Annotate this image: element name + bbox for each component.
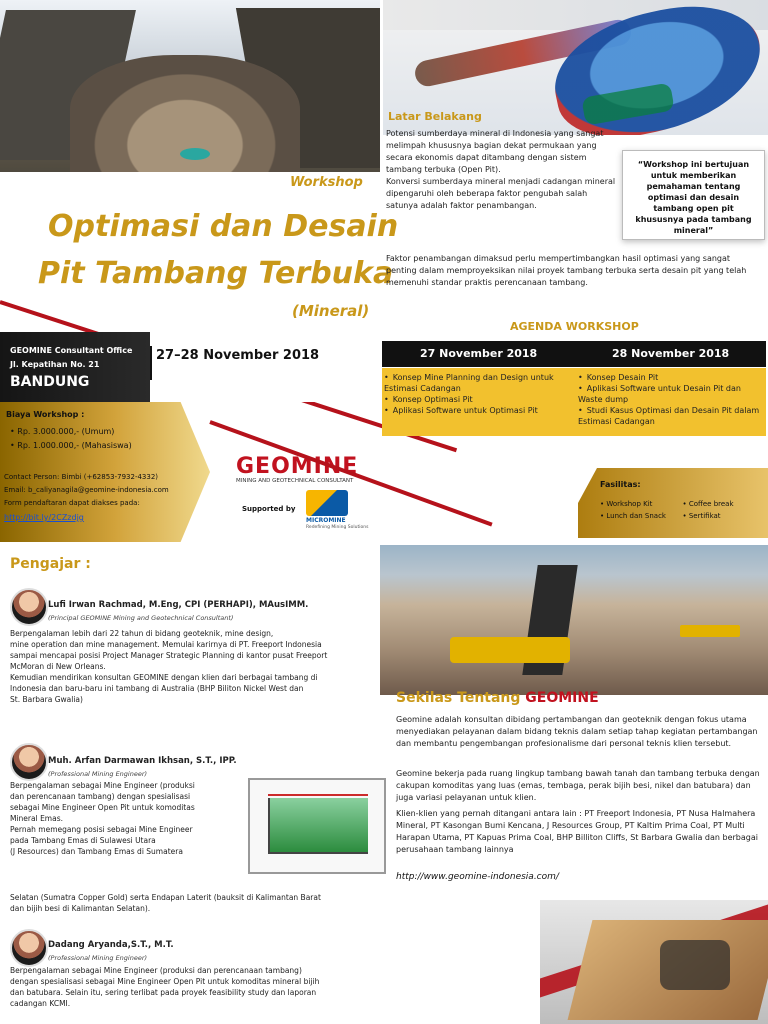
facilities-title: Fasilitas: [600, 480, 641, 489]
latar-paragraph-2: Konversi sumberdaya mineral menjadi cadangan mineral dipengaruhi oleh beberapa faktor pengubah salah satunya adalah faktor penambangan. [386, 177, 616, 210]
fee-item-1: • Rp. 3.000.000,- (Umum) [10, 427, 115, 436]
contact-email: Email: b_caliyanagila@geomine-indonesia.com [4, 486, 169, 494]
agenda-day2-item-2: • Aplikasi Software untuk Desain Pit dan Waste dump [578, 383, 766, 405]
geomine-logo-text: GEOMINE [236, 454, 359, 479]
latar-belakang-text [386, 128, 621, 212]
office-address: Jl. Kepatihan No. 21 [10, 360, 100, 369]
sekilas-title-prefix: Sekilas Tentang [396, 690, 526, 706]
sekilas-title [396, 690, 599, 706]
instructor-2-name: Muh. Arfan Darmawan Ikhsan, S.T., IPP. [48, 756, 237, 766]
agenda-day1-date: 27 November 2018 [420, 347, 538, 360]
instructor-2-bio [10, 780, 250, 857]
instructor-2-bio-line-3: sebagai Mine Engineer Open Pit untuk komoditas [10, 803, 195, 812]
fee-item-1-text: Rp. 3.000.000,- (Umum) [17, 427, 115, 436]
fees-title: Biaya Workshop : [6, 410, 85, 419]
instructor-3-bio-line-2: dengan spesialisasi sebagai Mine Engineer Open Pit untuk komoditas mineral bijih [10, 977, 320, 986]
instructor-1-role: (Principal GEOMINE Mining and Geotechnical Consultant) [48, 614, 234, 622]
instructor-3-bio [10, 965, 380, 1009]
latar-belakang-title: Latar Belakang [388, 110, 482, 123]
facility-item-1-text: Workshop Kit [606, 500, 653, 508]
instructor-2-bio-line-8: Selatan (Sumatra Copper Gold) serta Endapan Laterit (bauksit di Kalimantan Barat [10, 893, 321, 902]
instructor-2-bio-line-4: Mineral Emas. [10, 814, 64, 823]
micromine-logo-icon [306, 490, 348, 516]
title-line-2: Pit Tambang Terbuka [38, 256, 394, 291]
pengajar-title: Pengajar : [10, 556, 91, 572]
facility-item-3: • Lunch dan Snack [600, 512, 666, 520]
facility-item-2: • Coffee break [682, 500, 734, 508]
pit-chart-image [248, 778, 386, 874]
office-label: GEOMINE Consultant Office [10, 346, 133, 355]
instructor-1-bio [10, 628, 375, 705]
workshop-quote: “Workshop ini bertujuan untuk memberikan pemahaman tentang optimasi dan desain tambang open pit khususnya pada tambang mineral” [635, 160, 752, 235]
facility-item-2-text: Coffee break [688, 500, 734, 508]
instructor-3-bio-line-4: cadangan KCMI. [10, 999, 71, 1008]
instructor-2-bio-line-7: (J Resources) dan Tambang Emas di Sumatera [10, 847, 183, 856]
contact-form-label: Form pendaftaran dapat diakses pada: [4, 499, 140, 507]
instructor-2-bio-line-5: Pernah memegang posisi sebagai Mine Engineer [10, 825, 193, 834]
avatar-instructor-3 [10, 929, 48, 967]
facility-item-1: • Workshop Kit [600, 500, 653, 508]
instructor-1-bio-line-4: McMoran di New Orleans. [10, 662, 106, 671]
sekilas-p2: Geomine bekerja pada ruang lingkup tambang bawah tanah dan tambang terbuka dengan cakupan komoditas yang luas (emas, tembaga, perak bijih besi, nikel dan batubara) dan juga variasi pelayanan untuk klien. [396, 769, 760, 802]
instructor-3-bio-line-3: dan batubara. Selain itu, sering terlibat pada proyek feasibility study dan laporan [10, 988, 317, 997]
agenda-day1-list [384, 372, 572, 416]
event-dates: 27–28 November 2018 [156, 348, 320, 363]
agenda-title: AGENDA WORKSHOP [510, 320, 639, 333]
instructor-3-role: (Professional Mining Engineer) [48, 954, 148, 962]
drill-site-photo [380, 545, 768, 695]
instructor-2-bio-continued [10, 892, 380, 914]
instructor-1-bio-line-7: St. Barbara Gwalia) [10, 695, 83, 704]
mine-illustration [540, 900, 768, 1024]
instructor-2-bio-line-2: dan perencanaan tambang) dengan spesialisasi [10, 792, 191, 801]
instructor-1-bio-line-6: Indonesia dan baru-baru ini tambang di Australia (BHP Biliton Nickel West dan [10, 684, 304, 693]
instructor-2-bio-line-6: pada Tambang Emas di Sulawesi Utara [10, 836, 156, 845]
agenda-day2-item-1: • Konsep Desain Pit [578, 372, 766, 383]
sekilas-p1: Geomine adalah konsultan dibidang pertambangan dan geoteknik dengan fokus utama menyediakan pelayanan dalam bidang teknis dalam setiap tahap kegiatan pertambangan dan membantu pengembangan profesionalisme dari personal teknis klien tersebut. [396, 715, 758, 748]
registration-link[interactable]: http://bit.ly/2CZzdjg [4, 513, 84, 522]
date-divider [150, 346, 152, 380]
fees-list [10, 425, 132, 453]
workshop-label: Workshop [290, 175, 363, 190]
agenda-day1-item-3: • Aplikasi Software untuk Optimasi Pit [384, 405, 572, 416]
fee-item-2-text: Rp. 1.000.000,- (Mahasiswa) [17, 441, 132, 450]
avatar-instructor-1 [10, 588, 48, 626]
fee-item-2: • Rp. 1.000.000,- (Mahasiswa) [10, 441, 132, 450]
supported-by-label: Supported by [242, 505, 296, 513]
geomine-tagline: MINING AND GEOTECHNICAL CONSULTANT [236, 478, 354, 484]
facility-item-4: • Sertifikat [682, 512, 721, 520]
mine-photo [0, 0, 380, 172]
instructor-1-bio-line-1: Berpengalaman lebih dari 22 tahun di bidang geoteknik, mine design, [10, 629, 274, 638]
facility-item-4-text: Sertifikat [688, 512, 721, 520]
instructor-3-bio-line-1: Berpengalaman sebagai Mine Engineer (produksi dan perencanaan tambang) [10, 966, 302, 975]
instructor-1-bio-line-3: sampai mencapai posisi Project Manager Strategic Planning di kantor pusat Freeport [10, 651, 328, 660]
workshop-quote-box [622, 150, 765, 240]
micromine-tagline: Redefining Mining Solutions [306, 525, 369, 530]
instructor-1-bio-line-2: mine operation dan mine management. Memulai karirnya di PT. Freeport Indonesia [10, 640, 322, 649]
sekilas-p3: Klien-klien yang pernah ditangani antara lain : PT Freeport Indonesia, PT Nusa Halmahera Mineral, PT Kasongan Bumi Kencana, J Resources Group, PT Kaltim Prima Coal, PT Multi Harapan Utama, PT Kapuas Prima Coal, BHP Billiton Cliffs, St Barbara Gwalia dan berbagai perusahaan tambang lainnya [396, 809, 758, 854]
office-city: BANDUNG [10, 374, 90, 390]
micromine-logo-text: MICROMINE [306, 517, 346, 524]
instructor-1-bio-line-5: Kemudian mendirikan konsultan GEOMINE dengan klien dari berbagai tambang di [10, 673, 318, 682]
instructor-2-bio-line-1: Berpengalaman sebagai Mine Engineer (produksi [10, 781, 195, 790]
instructor-1-name: Lufi Irwan Rachmad, M.Eng, CPI (PERHAPI), MAusIMM. [48, 600, 309, 610]
geomine-website[interactable]: http://www.geomine-indonesia.com/ [396, 872, 559, 882]
agenda-day1-item-2: • Konsep Optimasi Pit [384, 394, 572, 405]
title-suffix: (Mineral) [292, 302, 370, 320]
sekilas-title-brand: GEOMINE [525, 690, 599, 706]
date-panel [150, 332, 380, 402]
facilities-list [600, 498, 765, 522]
latar-paragraph-3: Faktor penambangan dimaksud perlu mempertimbangkan hasil optimasi yang sangat penting dalam memproyeksikan nilai proyek tambang terbuka serta desain pit yang telah memenuhi standar praktis perencanaan tambang. [386, 254, 747, 287]
contact-person: Contact Person: Bimbi (+62853-7932-4332) [4, 473, 159, 481]
instructor-3-name: Dadang Aryanda,S.T., M.T. [48, 940, 174, 950]
instructor-2-bio-line-9: dan bijih besi di Kalimantan Selatan). [10, 904, 151, 913]
agenda-day2-date: 28 November 2018 [612, 347, 730, 360]
agenda-day1-item-1: • Konsep Mine Planning dan Design untuk Estimasi Cadangan [384, 372, 572, 394]
title-line-1: Optimasi dan Desain [48, 209, 399, 244]
agenda-day2-list [578, 372, 766, 427]
instructor-2-role: (Professional Mining Engineer) [48, 770, 148, 778]
facility-item-3-text: Lunch dan Snack [606, 512, 666, 520]
avatar-instructor-2 [10, 743, 48, 781]
agenda-day2-item-3: • Studi Kasus Optimasi dan Desain Pit dalam Estimasi Cadangan [578, 405, 766, 427]
latar-paragraph-1: Potensi sumberdaya mineral di Indonesia yang sangat melimpah khususnya bagian dekat permukaan yang secara ekonomis dapat ditambang dengan sistem tambang terbuka (Open Pit). [386, 129, 604, 174]
